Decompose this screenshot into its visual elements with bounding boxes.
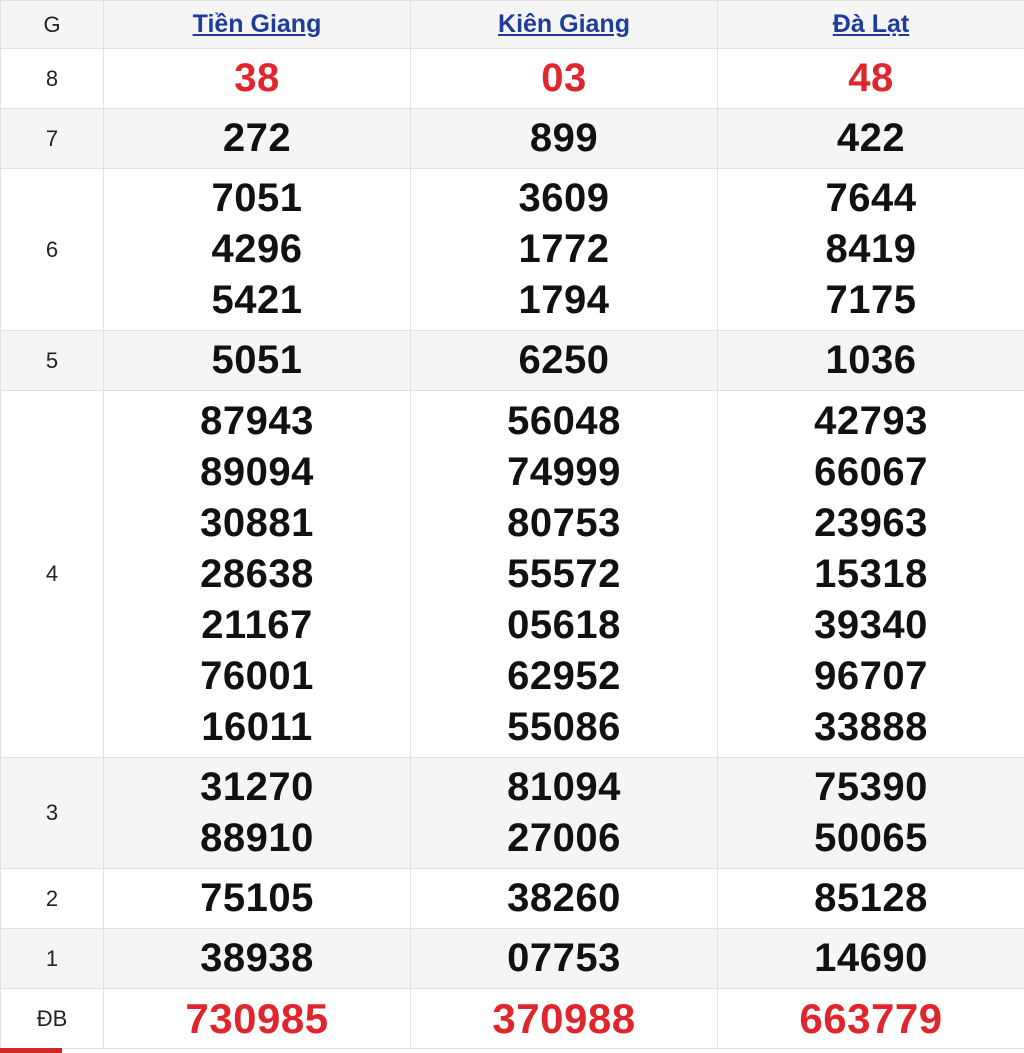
result-cell [411, 109, 718, 169]
result-number: 3609 [518, 176, 610, 220]
result-number: 7051 [211, 176, 303, 220]
result-number: 1036 [825, 338, 917, 382]
prize-row-8 [1, 49, 1024, 109]
result-number: 88910 [200, 816, 314, 860]
result-number: 422 [836, 116, 906, 160]
prize-label: 2 [1, 869, 104, 929]
result-cell [411, 989, 718, 1049]
prize-row-3 [1, 758, 1024, 869]
prize-label: 6 [1, 169, 104, 331]
province-link-tien-giang[interactable]: Tiền Giang [192, 10, 322, 38]
result-number: 33888 [814, 704, 928, 749]
province-header-kien-giang [411, 1, 718, 49]
prize-row-4 [1, 391, 1024, 758]
result-cell [718, 989, 1024, 1049]
result-cell [411, 758, 718, 869]
result-cell [104, 929, 411, 989]
result-cell [104, 989, 411, 1049]
result-cell [718, 869, 1024, 929]
result-number: 87943 [200, 398, 314, 443]
result-number: 76001 [200, 653, 314, 698]
result-number: 6250 [518, 338, 610, 382]
result-number: 38938 [200, 936, 314, 980]
result-number: 96707 [814, 653, 928, 698]
result-number: 1772 [518, 227, 610, 271]
result-number: 38260 [507, 876, 621, 920]
special-prize-number: 370988 [492, 995, 636, 1042]
result-number: 74999 [507, 449, 621, 494]
result-cell [411, 169, 718, 331]
prize-label: 5 [1, 331, 104, 391]
table-header-row [1, 1, 1024, 49]
result-number: 899 [529, 116, 599, 160]
prize-row-1 [1, 929, 1024, 989]
bottom-accent-bar [0, 1048, 62, 1053]
result-number: 75105 [200, 876, 314, 920]
result-cell [411, 49, 718, 109]
result-cell [718, 758, 1024, 869]
province-link-da-lat[interactable]: Đà Lạt [832, 10, 910, 38]
result-number: 5421 [211, 278, 303, 322]
result-number: 66067 [814, 449, 928, 494]
province-link-kien-giang[interactable]: Kiên Giang [498, 10, 630, 38]
result-number: 56048 [507, 398, 621, 443]
result-number: 42793 [814, 398, 928, 443]
result-number: 39340 [814, 602, 928, 647]
prize-row-7 [1, 109, 1024, 169]
special-prize-number: 730985 [185, 995, 329, 1042]
result-cell [411, 391, 718, 758]
result-cell [104, 869, 411, 929]
prize-header-label: G [43, 11, 61, 37]
result-number: 27006 [507, 816, 621, 860]
special-prize-number: 663779 [799, 995, 943, 1042]
result-number: 05618 [507, 602, 621, 647]
result-number: 272 [222, 116, 292, 160]
prize-row-6 [1, 169, 1024, 331]
result-cell [411, 929, 718, 989]
result-cell [718, 109, 1024, 169]
result-cell [104, 758, 411, 869]
result-number: 55086 [507, 704, 621, 749]
result-cell [104, 169, 411, 331]
result-cell [718, 49, 1024, 109]
result-cell [718, 169, 1024, 331]
result-number: 50065 [814, 816, 928, 860]
result-number: 89094 [200, 449, 314, 494]
result-number: 75390 [814, 765, 928, 809]
result-number: 7644 [825, 176, 917, 220]
result-cell [104, 109, 411, 169]
result-number: 81094 [507, 765, 621, 809]
result-number: 16011 [201, 704, 313, 749]
result-number: 62952 [507, 653, 621, 698]
result-number: 85128 [814, 876, 928, 920]
prize-column-header [1, 1, 104, 49]
result-number: 03 [541, 56, 587, 100]
result-number: 80753 [507, 500, 621, 545]
result-number: 15318 [814, 551, 928, 596]
result-cell [718, 391, 1024, 758]
result-number: 23963 [814, 500, 928, 545]
prize-label: 7 [1, 109, 104, 169]
prize-label: 4 [1, 391, 104, 758]
result-number: 07753 [507, 936, 621, 980]
result-number: 38 [234, 56, 280, 100]
result-number: 7175 [825, 278, 917, 322]
prize-row-5 [1, 331, 1024, 391]
result-number: 28638 [200, 551, 314, 596]
result-cell [718, 331, 1024, 391]
prize-label: ĐB [1, 989, 104, 1049]
result-number: 21167 [201, 602, 313, 647]
result-number: 48 [848, 56, 894, 100]
result-number: 55572 [507, 551, 621, 596]
prize-row-2 [1, 869, 1024, 929]
result-cell [104, 391, 411, 758]
result-number: 30881 [200, 500, 314, 545]
prize-label: 1 [1, 929, 104, 989]
result-number: 4296 [211, 227, 303, 271]
result-number: 8419 [825, 227, 917, 271]
result-number: 14690 [814, 936, 928, 980]
prize-label: 8 [1, 49, 104, 109]
result-cell [104, 331, 411, 391]
province-header-tien-giang [104, 1, 411, 49]
result-number: 1794 [518, 278, 610, 322]
result-number: 31270 [200, 765, 314, 809]
prize-row-special [1, 989, 1024, 1049]
province-header-da-lat [718, 1, 1024, 49]
result-cell [411, 869, 718, 929]
result-cell [104, 49, 411, 109]
prize-label: 3 [1, 758, 104, 869]
result-cell [411, 331, 718, 391]
result-cell [718, 929, 1024, 989]
result-number: 5051 [211, 338, 303, 382]
